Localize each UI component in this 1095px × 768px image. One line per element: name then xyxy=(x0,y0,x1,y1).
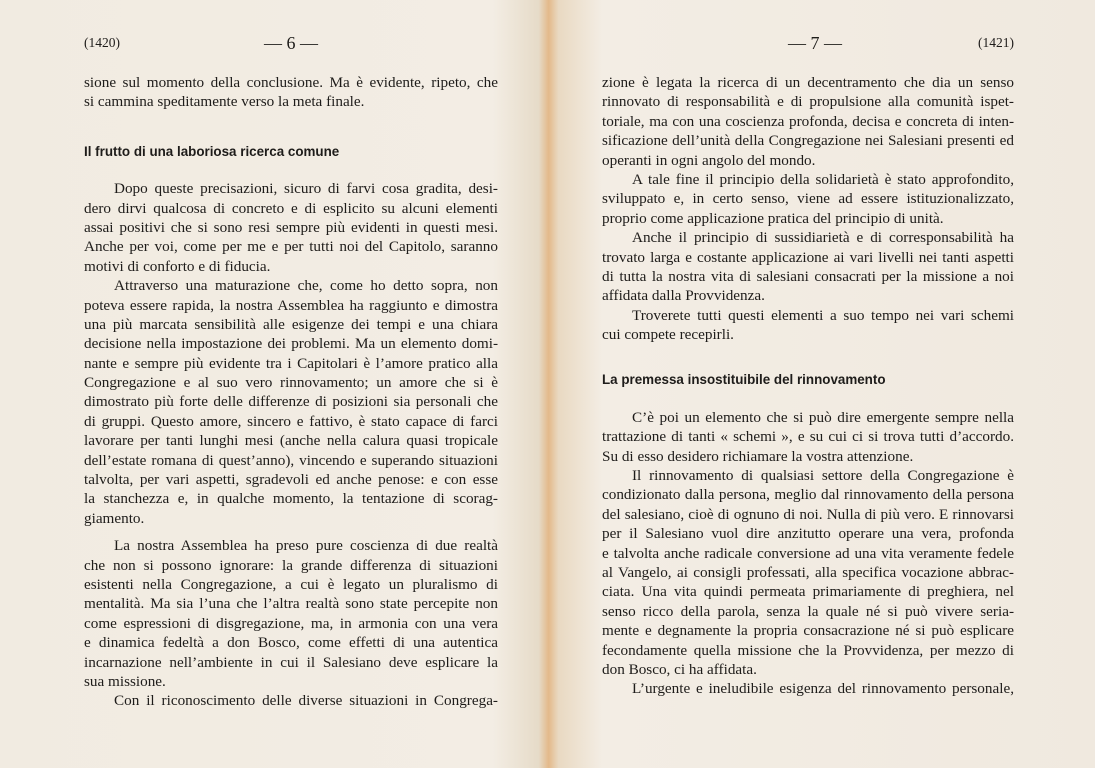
text-line: Con il riconoscimento delle diverse situazioni in Congrega- xyxy=(114,692,498,710)
text-line: trovato larga e costante applicazione ai vari livelli nei tanti aspetti xyxy=(602,248,1014,266)
text-line: trattazione di tanti « schemi », e su cui ci si trova tutti d’accordo. xyxy=(602,428,1014,446)
text-line: sua missione. xyxy=(84,672,166,690)
text-line: toriale, ma con una coscienza profonda, decisa e concreta di inten- xyxy=(602,112,1014,130)
text-line: Troverete tutti questi elementi a suo tempo nei vari schemi xyxy=(632,306,1014,324)
left-page-body xyxy=(84,73,498,711)
right-page-code: (1421) xyxy=(978,35,1014,50)
text-line: Dopo queste precisazioni, sicuro di farvi cosa gradita, desi- xyxy=(114,180,498,198)
text-line: al Vangelo, ai consigli professati, alla specifica vocazione abbrac- xyxy=(602,564,1014,581)
text-line: Anche per voi, come per me e per tutti noi del Capitolo, saranno xyxy=(84,238,498,256)
text-line: di gruppi. Questo amore, sincero e fattivo, è stato capace di farci xyxy=(84,412,498,430)
left-page-code: (1420) xyxy=(84,35,120,50)
text-line: mente e degnamente la propria consacrazione né si può esplicare xyxy=(602,622,1014,640)
text-line: cui compete recepirli. xyxy=(602,326,734,344)
text-line: del salesiano, cioè di ognuno di noi. Nulla di più vero. E rinnovarsi xyxy=(602,505,1014,523)
text-line: poteva essere rapida, la nostra Assemblea ha raggiunto e dimostra xyxy=(84,296,498,314)
text-line: dero dirvi qualcosa di concreto e di esplicito su alcuni elementi xyxy=(84,199,498,217)
text-line: per il Salesiano vuol dire anzitutto operare una vera, profonda xyxy=(602,525,1014,543)
text-line: proprio come applicazione pratica del principio di unità. xyxy=(602,209,944,227)
right-page xyxy=(602,0,1014,768)
text-line: si cammina speditamente verso la meta finale. xyxy=(84,93,365,111)
left-page xyxy=(84,0,498,768)
left-page-number: — 6 — xyxy=(264,33,318,53)
text-line: dell’estate romana di quest’anno), vincendo e superando situazioni xyxy=(84,451,498,469)
text-line: che non si possono ignorare: la grande differenza di situazioni xyxy=(84,556,498,574)
section-heading: La premessa insostituibile del rinnovamento xyxy=(602,372,886,388)
text-line: decisione nella impostazione dei problemi. Ma un elemento domi- xyxy=(84,335,498,353)
text-line: nante e sempre più evidente tra i Capitolari è l’amore pratico alla xyxy=(84,354,498,372)
text-line: e talvolta anche radicale conversione ad una vita veramente fedele xyxy=(602,544,1014,562)
text-line: rinnovato di responsabilità e di propulsione alla comunità ispet- xyxy=(602,93,1014,111)
text-line: talvolta, per vari aspetti, sgradevoli ed anche penose: e con esse xyxy=(84,471,498,489)
text-line: L’urgente e ineludibile esigenza del rinnovamento personale, xyxy=(632,680,1014,698)
text-line: incarnazione nell’ambiente in cui il Salesiano deve esplicare la xyxy=(84,653,498,671)
text-line: assai positivi che si sono resi sempre più evidenti in questi mesi. xyxy=(84,218,498,236)
text-line: don Bosco, ci ha affidata. xyxy=(602,660,757,678)
text-line: una più marcata sensibilità alle esigenze dei tempi e una chiara xyxy=(84,315,498,333)
text-line: motivi di conforto e di fiducia. xyxy=(84,257,271,275)
text-line: di tutta la nostra vita di salesiani consacrati per la missione a noi xyxy=(602,267,1014,285)
text-line: Congregazione e al suo vero rinnovamento; un amore che si è xyxy=(84,374,498,392)
section-heading: Il frutto di una laboriosa ricerca comune xyxy=(84,143,340,159)
text-line: condizionato dalla persona, meglio dal rinnovamento della persona xyxy=(602,486,1014,504)
text-line: La nostra Assemblea ha preso pure coscienza di due realtà xyxy=(114,537,498,555)
text-line: Attraverso una maturazione che, come ho detto sopra, non xyxy=(114,277,498,295)
text-line: giamento. xyxy=(84,509,145,527)
text-line: e dinamica fedeltà a don Bosco, come effetti di una autentica xyxy=(84,634,498,652)
text-line: esistenti nella Congregazione, a cui è legato un pluralismo di xyxy=(84,576,498,593)
text-line: Anche il principio di sussidiarietà e di corresponsabilità ha xyxy=(632,229,1014,247)
text-line: ciata. Una vita quindi permeata primariamente di preghiera, nel xyxy=(602,583,1014,601)
text-line: lavorare per tanti lunghi mesi (anche nella calura quasi tropicale xyxy=(84,432,498,450)
text-line: Su di esso desidero richiamare la vostra attenzione. xyxy=(602,447,914,465)
text-line: zione è legata la ricerca di un decentramento che dia un senso xyxy=(602,74,1014,91)
text-line: sificazione dell’unità della Congregazione nei Salesiani presenti ed xyxy=(602,132,1014,150)
text-line: operanti in ogni angolo del mondo. xyxy=(602,151,816,169)
text-line: mentalità. Ma sia l’una che l’altra realtà sono state percepite non xyxy=(84,595,498,613)
right-page-number: — 7 — xyxy=(788,33,842,53)
text-line: come espressioni di disgregazione, ma, in armonia con una vera xyxy=(84,614,498,632)
left-page-header xyxy=(84,35,498,55)
text-line: fecondamente quella missione che la Provvidenza, per mezzo di xyxy=(602,641,1014,659)
text-line: la stanchezza e, in qualche momento, la tentazione di scorag- xyxy=(84,490,498,508)
text-line: sione sul momento della conclusione. Ma è evidente, ripeto, che xyxy=(84,74,498,91)
text-line: senso ricco della parola, senza la quale né si può vivere seria- xyxy=(602,602,1014,620)
text-line: dimostrato più forte delle differenze di posizioni sia personali che xyxy=(84,393,498,411)
text-line: C’è poi un elemento che si può dire emergente sempre nella xyxy=(632,408,1014,426)
text-line: Il rinnovamento di qualsiasi settore della Congregazione è xyxy=(632,467,1014,485)
right-page-body xyxy=(602,73,1014,699)
text-line: A tale fine il principio della solidarietà è stato approfondito, xyxy=(632,170,1014,188)
text-line: affidata dalla Provvidenza. xyxy=(602,287,765,305)
text-line: sviluppato e, in certo senso, viene ad essere istituzionalizzato, xyxy=(602,190,1014,208)
right-page-header xyxy=(602,35,1014,55)
